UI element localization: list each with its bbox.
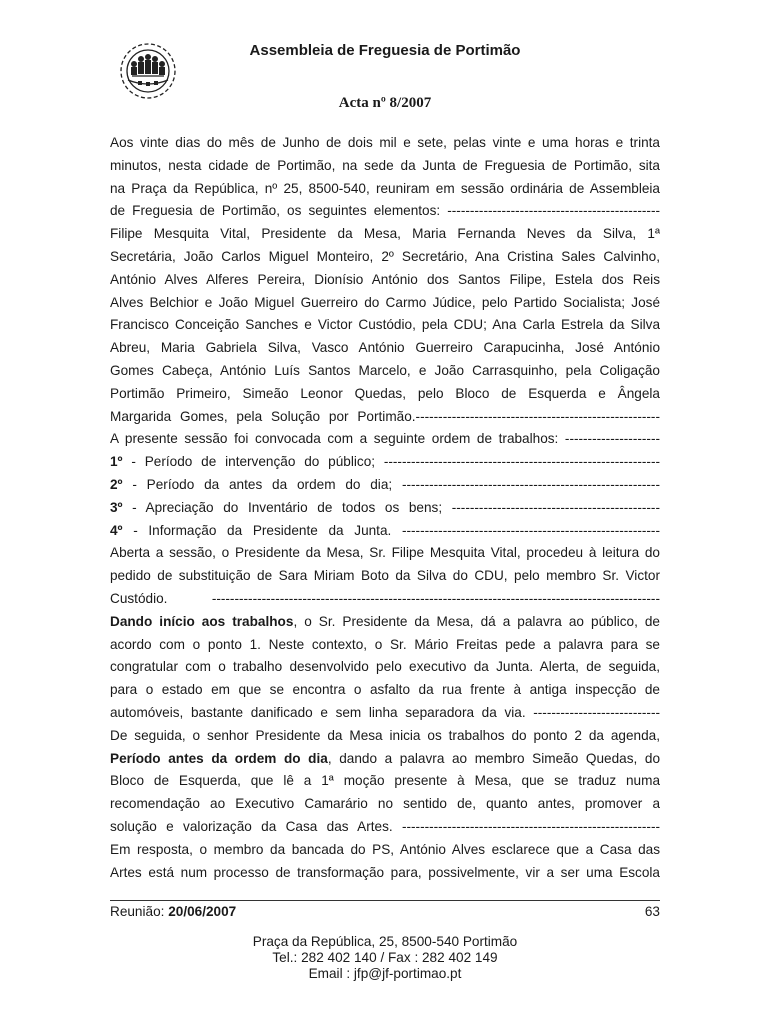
text-line (110, 565, 660, 588)
bold-run: 2º (110, 476, 123, 492)
text-line (110, 292, 660, 315)
text-run: Portimão Primeiro, Simeão Leonor Quedas, pelo Bloco de Esquerda e Ângela (110, 385, 660, 401)
text-line (110, 656, 660, 679)
text-line (110, 383, 660, 406)
text-run: Bloco de Esquerda, que lê a 1ª moção presente à Mesa, que se traduz numa (110, 773, 660, 789)
text-run: Alves Belchior e João Miguel Guerreiro do Carmo Júdice, pelo Partido Socialista; José (110, 294, 660, 310)
text-run: Abreu, Maria Gabriela Silva, Vasco António Guerreiro Carapucinha, José António (110, 340, 660, 356)
text-line (110, 770, 660, 793)
text-run: de Freguesia de Portimão, os seguintes elementos: ----------------------------------------------- (110, 203, 660, 219)
text-run: recomendação ao Executivo Camarário no sentido de, quanto antes, promover a (110, 796, 660, 812)
text-line (110, 839, 660, 862)
text-run: Custódio. --------------------------------------------------------------------------------------------------- (110, 590, 660, 606)
phone-fax-line: Tel.: 282 402 140 / Fax : 282 402 149 (272, 950, 498, 965)
text-line (110, 200, 660, 223)
text-run: acordo com o ponto 1. Neste contexto, o Sr. Mário Freitas pede a palavra para se (110, 636, 660, 652)
text-line (110, 223, 660, 246)
text-run: solução e valorização da Casa das Artes. --------------------------------------------------------- (110, 818, 660, 834)
text-run: automóveis, bastante danificado e sem linha separadora da via. ---------------------------- (110, 704, 660, 720)
text-run: - Período de intervenção do público; ------------------------------------------------------------- (122, 454, 660, 470)
text-run: Filipe Mesquita Vital, Presidente da Mesa, Maria Fernanda Neves da Silva, 1ª (110, 226, 660, 242)
text-line (110, 816, 660, 839)
text-run: Em resposta, o membro da bancada do PS, António Alves esclarece que a Casa das (110, 841, 660, 857)
bold-run: 4º (110, 522, 123, 538)
text-run: A presente sessão foi convocada com a seguinte ordem de trabalhos: --------------------- (110, 431, 660, 447)
text-line (110, 542, 660, 565)
text-run: Margarida Gomes, pela Solução por Portimão.------------------------------------------------------ (110, 408, 660, 424)
text-line (110, 793, 660, 816)
text-line (110, 725, 660, 748)
text-line (110, 451, 660, 474)
text-run: - Apreciação do Inventário de todos os bens; ---------------------------------------------- (122, 499, 660, 515)
footer-divider (110, 900, 660, 901)
text-line (110, 246, 660, 269)
text-line (110, 155, 660, 178)
text-run: minutos, nesta cidade de Portimão, na sede da Junta de Freguesia de Portimão, sita (110, 157, 660, 173)
minutes-body (110, 132, 660, 884)
text-line (110, 314, 660, 337)
text-line (110, 588, 660, 611)
meeting-date: Reunião: 20/06/2007 (110, 904, 237, 919)
text-line (110, 611, 660, 634)
text-run: - Período da antes da ordem do dia; --------------------------------------------------------- (122, 476, 660, 492)
organization-title: Assembleia de Freguesia de Portimão (249, 42, 521, 59)
text-line (110, 520, 660, 543)
text-run: António Alves Alferes Pereira, Dionísio António dos Santos Filipe, Estela dos Reis (110, 271, 660, 287)
text-line (110, 406, 660, 429)
text-run: Gomes Cabeça, António Luís Santos Marcelo, e João Carrasquinho, pela Coligação (110, 362, 660, 378)
text-run: Aos vinte dias do mês de Junho de dois mil e sete, pelas vinte e uma horas e trinta (110, 135, 660, 150)
bold-run: 1º (110, 454, 123, 470)
page-number: 63 (644, 904, 660, 919)
text-line (110, 132, 660, 155)
text-line (110, 360, 660, 383)
text-line (110, 474, 660, 497)
text-line (110, 497, 660, 520)
text-line (110, 178, 660, 201)
text-run: Secretária, João Carlos Miguel Monteiro, 2º Secretário, Ana Cristina Sales Calvinho, (110, 248, 660, 264)
text-run: congratular com o trabalho desenvolvido pelo executivo da Junta. Alerta, de seguida, (110, 659, 660, 675)
text-run: - Informação da Presidente da Junta. --------------------------------------------------------- (122, 522, 660, 538)
text-run: pedido de substituição de Sara Miriam Boto da Silva do CDU, pelo membro Sr. Victor (110, 568, 660, 584)
text-run: , dando a palavra ao membro Simeão Quedas, do (327, 750, 660, 766)
footer-address (0, 934, 770, 982)
text-run: , o Sr. Presidente da Mesa, dá a palavra ao público, de (293, 613, 660, 629)
text-run: Francisco Conceição Sanches e Victor Custódio, pela CDU; Ana Carla Estrela da Silva (110, 317, 660, 333)
text-run: Artes está num processo de transformação para, possivelmente, vir a ser uma Escola (110, 864, 660, 880)
document-title: Acta nº 8/2007 (338, 95, 432, 111)
bold-run: Dando início aos trabalhos (110, 613, 294, 629)
text-line (110, 428, 660, 451)
bold-run: 3º (110, 499, 123, 515)
text-line (110, 702, 660, 725)
text-line (110, 269, 660, 292)
text-line (110, 862, 660, 885)
text-run: para o estado em que se encontra o asfalto da rua frente à antiga inspecção de (110, 682, 660, 698)
address-line: Praça da República, 25, 8500-540 Portimão (252, 934, 518, 949)
text-line (110, 748, 660, 771)
text-line (110, 634, 660, 657)
text-line (110, 337, 660, 360)
text-run: Aberta a sessão, o Presidente da Mesa, Sr. Filipe Mesquita Vital, procedeu à leitura do (110, 545, 660, 561)
email-line: Email : jfp@jf-portimao.pt (308, 966, 462, 981)
text-line (110, 679, 660, 702)
text-run: na Praça da República, nº 25, 8500-540, reuniram em sessão ordinária de Assembleia (110, 180, 660, 196)
text-run: De seguida, o senhor Presidente da Mesa inicia os trabalhos do ponto 2 da agenda, (110, 727, 660, 743)
bold-run: Período antes da ordem do dia (110, 750, 328, 766)
